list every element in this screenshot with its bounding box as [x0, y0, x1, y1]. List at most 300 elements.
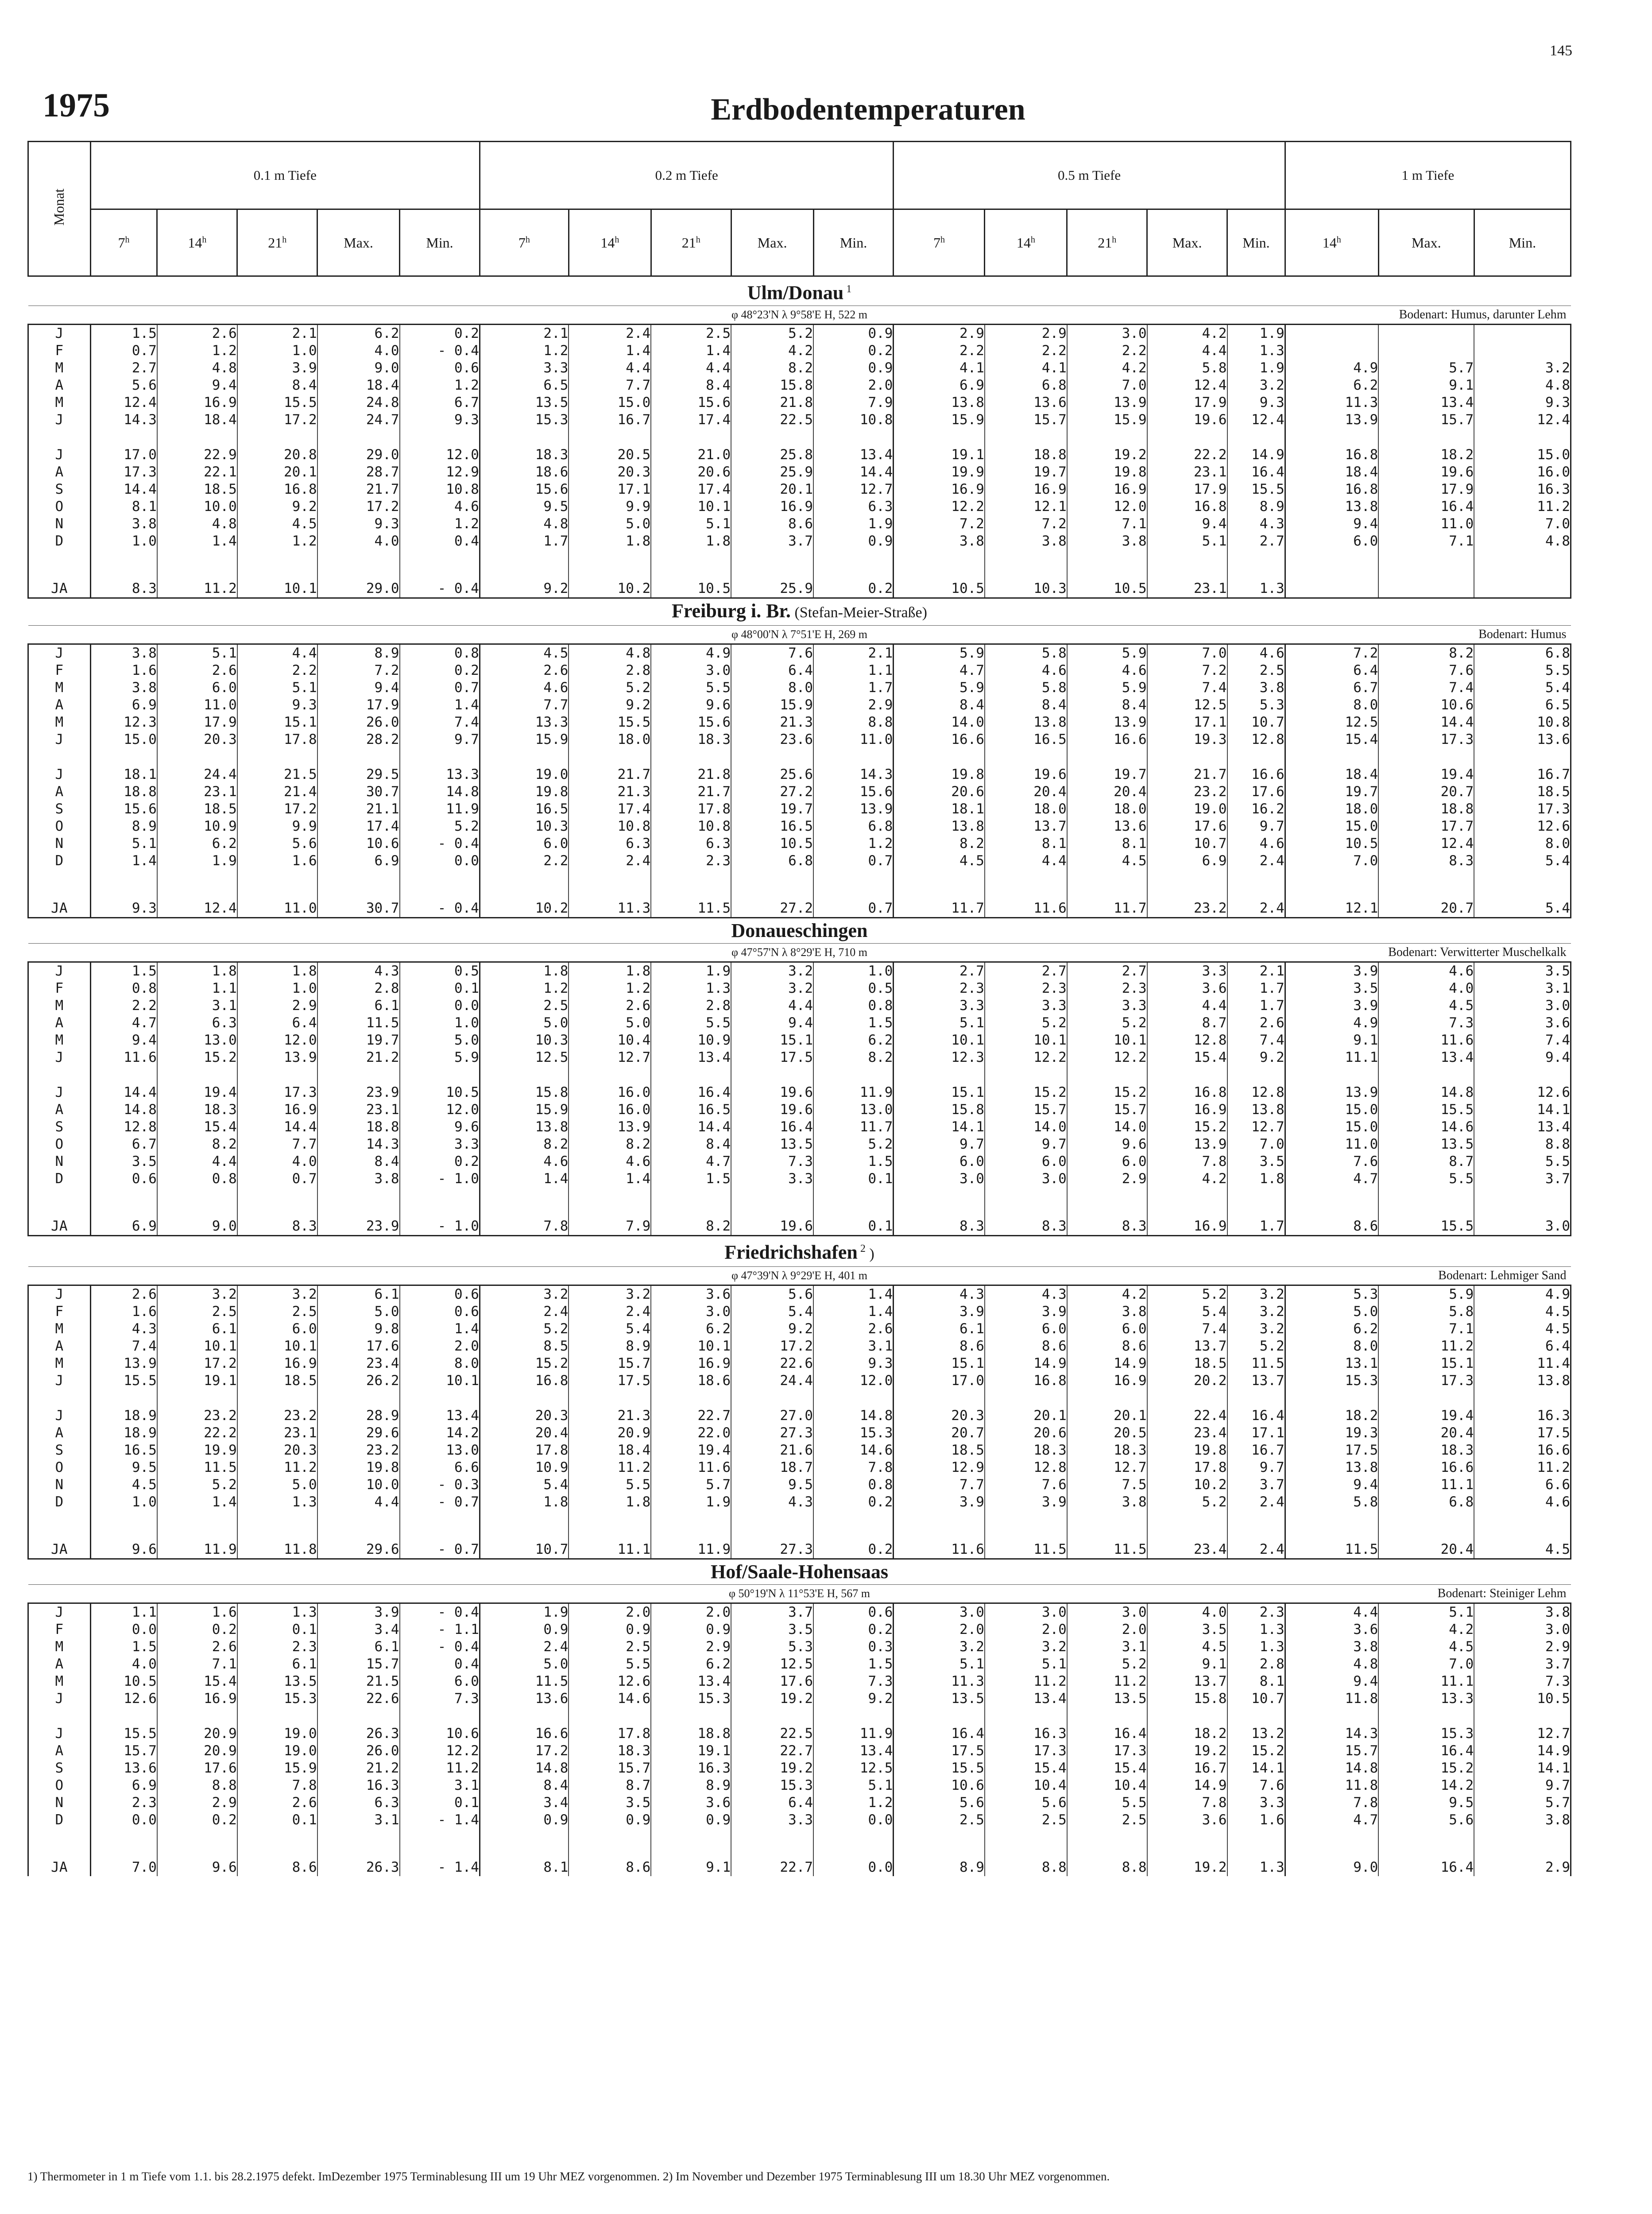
value-cell: 15.5 [90, 1725, 157, 1742]
value-cell: 6.1 [317, 1638, 400, 1656]
value-cell: 8.2 [569, 1136, 651, 1153]
value-cell: 16.5 [480, 801, 569, 818]
value-cell: 9.4 [731, 1014, 813, 1032]
value-cell: 8.3 [1067, 1218, 1147, 1236]
value-cell: 3.1 [400, 1777, 480, 1794]
value-cell: 10.1 [651, 498, 731, 515]
soil-type: Bodenart: Humus [1478, 627, 1567, 641]
value-cell: 21.7 [317, 481, 400, 498]
value-cell: 10.5 [1474, 1690, 1571, 1707]
value-cell: 16.9 [237, 1355, 317, 1372]
footnote-marker: 2 [857, 1242, 866, 1254]
value-cell: 16.0 [569, 1101, 651, 1119]
value-cell: 9.4 [90, 1032, 157, 1049]
value-cell: 13.9 [90, 1355, 157, 1372]
value-cell: 1.6 [237, 852, 317, 870]
value-cell: 0.7 [813, 900, 894, 918]
value-cell: 11.3 [1285, 394, 1378, 411]
value-cell: 21.7 [1147, 766, 1227, 783]
value-cell: 8.9 [894, 1859, 985, 1876]
value-cell: 15.5 [90, 1372, 157, 1390]
value-cell: 23.2 [157, 1407, 237, 1424]
year-heading: 1975 [43, 87, 110, 124]
value-cell: 3.4 [317, 1621, 400, 1638]
value-cell: 6.8 [985, 377, 1067, 394]
value-cell: 19.9 [894, 464, 985, 481]
value-cell: 29.5 [317, 766, 400, 783]
value-cell: 15.5 [894, 1760, 985, 1777]
value-cell: 0.7 [90, 342, 157, 360]
value-cell: 13.9 [237, 1049, 317, 1066]
value-cell: 15.7 [1285, 1742, 1378, 1760]
value-cell: - 0.4 [400, 342, 480, 360]
value-cell: 7.8 [237, 1777, 317, 1794]
value-cell: 13.5 [1378, 1136, 1474, 1153]
value-cell: 12.8 [1227, 731, 1285, 748]
value-cell: 19.8 [1067, 464, 1147, 481]
value-cell: 3.2 [569, 1285, 651, 1304]
value-cell: 6.0 [985, 1320, 1067, 1338]
value-cell: 13.7 [1227, 1372, 1285, 1390]
value-cell: 18.3 [569, 1742, 651, 1760]
value-cell: 18.3 [480, 446, 569, 464]
value-cell: 16.9 [651, 1355, 731, 1372]
value-cell: 11.1 [1378, 1673, 1474, 1690]
value-cell: 7.3 [1474, 1673, 1571, 1690]
value-cell: 4.8 [1474, 533, 1571, 550]
value-cell: 1.2 [480, 980, 569, 997]
value-cell: 11.6 [1378, 1032, 1474, 1049]
value-cell: 16.7 [569, 411, 651, 429]
value-cell: 16.9 [1067, 481, 1147, 498]
col-header-max: Max. [317, 209, 400, 276]
month-cell: F [28, 980, 91, 997]
month-cell: A [28, 377, 91, 394]
value-cell: 18.4 [1285, 464, 1378, 481]
value-cell: 20.1 [731, 481, 813, 498]
value-cell: 2.3 [894, 980, 985, 997]
value-cell: 1.4 [90, 852, 157, 870]
month-row [28, 783, 1571, 801]
value-cell: 6.7 [90, 1136, 157, 1153]
value-cell: 5.6 [985, 1794, 1067, 1811]
value-cell: 1.5 [651, 1170, 731, 1188]
value-cell: 18.9 [90, 1424, 157, 1442]
value-cell: 13.5 [1067, 1690, 1147, 1707]
value-cell: 27.0 [731, 1407, 813, 1424]
value-cell: 10.1 [985, 1032, 1067, 1049]
value-cell: 7.0 [1378, 1656, 1474, 1673]
value-cell: 10.1 [157, 1338, 237, 1355]
value-cell: 1.9 [1227, 360, 1285, 377]
value-cell: 3.8 [317, 1170, 400, 1188]
value-cell: 3.6 [1147, 1811, 1227, 1829]
value-cell: 22.7 [731, 1859, 813, 1876]
value-cell: 6.5 [480, 377, 569, 394]
month-cell: J [28, 446, 91, 464]
value-cell: 1.0 [90, 1494, 157, 1511]
value-cell: 17.6 [317, 1338, 400, 1355]
value-cell: 2.4 [480, 1638, 569, 1656]
value-cell [1285, 580, 1378, 598]
station-coordinates-row [28, 306, 1571, 324]
value-cell: 9.3 [1227, 394, 1285, 411]
value-cell [1285, 342, 1378, 360]
value-cell: 14.8 [1378, 1084, 1474, 1101]
value-cell: 5.5 [651, 1014, 731, 1032]
value-cell: 21.6 [731, 1442, 813, 1459]
value-cell: 1.5 [813, 1014, 894, 1032]
value-cell: 7.8 [1147, 1794, 1227, 1811]
value-cell: 8.8 [1067, 1859, 1147, 1876]
value-cell: 7.7 [237, 1136, 317, 1153]
value-cell: 6.1 [317, 997, 400, 1014]
month-row [28, 1153, 1571, 1170]
month-cell: M [28, 360, 91, 377]
value-cell: 12.0 [1067, 498, 1147, 515]
value-cell: 9.1 [1147, 1656, 1227, 1673]
value-cell: - 0.7 [400, 1541, 480, 1559]
value-cell: 14.4 [90, 481, 157, 498]
annual-row [28, 1218, 1571, 1236]
value-cell: 16.7 [1227, 1442, 1285, 1459]
value-cell: 8.5 [480, 1338, 569, 1355]
col-header-7h: 7$^h$ [90, 209, 157, 276]
value-cell: 0.6 [400, 360, 480, 377]
value-cell: 19.0 [237, 1742, 317, 1760]
value-cell: 5.1 [894, 1014, 985, 1032]
value-cell: 24.4 [157, 766, 237, 783]
month-cell: J [28, 324, 91, 342]
month-cell: J [28, 731, 91, 748]
value-cell: 15.3 [480, 411, 569, 429]
value-cell: 1.8 [157, 962, 237, 980]
value-cell: 20.2 [1147, 1372, 1227, 1390]
value-cell: 9.4 [1285, 515, 1378, 533]
value-cell: 20.4 [1378, 1424, 1474, 1442]
value-cell: 13.3 [1378, 1690, 1474, 1707]
value-cell: 23.9 [317, 1084, 400, 1101]
value-cell: 18.2 [1285, 1407, 1378, 1424]
value-cell: 4.4 [569, 360, 651, 377]
value-cell: 16.8 [1147, 498, 1227, 515]
value-cell: 7.0 [1147, 644, 1227, 662]
value-cell: 8.6 [985, 1338, 1067, 1355]
value-cell: 8.4 [480, 1777, 569, 1794]
value-cell: 15.8 [1147, 1690, 1227, 1707]
value-cell: 7.6 [1227, 1777, 1285, 1794]
value-cell: 5.5 [569, 1656, 651, 1673]
value-cell: 10.7 [1227, 1690, 1285, 1707]
footnote: 1) Thermometer in 1 m Tiefe vom 1.1. bis 28.2.1975 defekt. ImDezember 1975 Terminablesung III um 19 Uhr MEZ vorgenommen. 2) Im November und Dezember 1975 Terminablesung III um 18.30 Uhr MEZ vorgenommen. [27, 2170, 1110, 2183]
value-cell: 4.4 [1285, 1603, 1378, 1622]
value-cell: 17.4 [651, 481, 731, 498]
value-cell: 19.0 [237, 1725, 317, 1742]
value-cell: 17.0 [90, 446, 157, 464]
value-cell: 17.9 [1147, 481, 1227, 498]
value-cell: 12.9 [400, 464, 480, 481]
value-cell: 18.3 [1067, 1442, 1147, 1459]
value-cell: 29.0 [317, 446, 400, 464]
value-cell: 11.0 [1378, 515, 1474, 533]
value-cell: 8.2 [1378, 644, 1474, 662]
value-cell: 19.2 [731, 1690, 813, 1707]
value-cell: 13.8 [1227, 1101, 1285, 1119]
value-cell: 3.5 [1474, 962, 1571, 980]
month-row [28, 662, 1571, 679]
value-cell: 0.6 [90, 1170, 157, 1188]
value-cell: 5.8 [985, 644, 1067, 662]
value-cell: 13.0 [813, 1101, 894, 1119]
value-cell: 5.1 [651, 515, 731, 533]
value-cell: 8.9 [651, 1777, 731, 1794]
value-cell: 15.8 [480, 1084, 569, 1101]
value-cell: 14.2 [400, 1424, 480, 1442]
value-cell: 18.5 [157, 481, 237, 498]
value-cell: 1.3 [1227, 1859, 1285, 1876]
value-cell: 12.7 [1227, 1119, 1285, 1136]
value-cell: 19.7 [731, 801, 813, 818]
value-cell: 1.0 [400, 1014, 480, 1032]
value-cell: 7.8 [1147, 1153, 1227, 1170]
value-cell: 4.4 [237, 644, 317, 662]
value-cell: 4.2 [1378, 1621, 1474, 1638]
value-cell: 8.0 [731, 679, 813, 697]
month-row [28, 1673, 1571, 1690]
value-cell: 8.6 [1285, 1218, 1378, 1236]
value-cell: 16.8 [1285, 446, 1378, 464]
value-cell: 4.6 [480, 679, 569, 697]
value-cell: 18.5 [157, 801, 237, 818]
value-cell: 1.1 [157, 980, 237, 997]
value-cell: 6.4 [731, 1794, 813, 1811]
value-cell: 9.7 [1227, 1459, 1285, 1476]
station-header [28, 598, 1571, 625]
month-row [28, 766, 1571, 783]
value-cell: 0.0 [90, 1811, 157, 1829]
value-cell: 6.9 [317, 852, 400, 870]
value-cell: 10.6 [317, 835, 400, 852]
value-cell: 2.9 [157, 1794, 237, 1811]
value-cell: 7.2 [1285, 644, 1378, 662]
value-cell: 16.8 [237, 481, 317, 498]
value-cell: 16.6 [1378, 1459, 1474, 1476]
value-cell: 18.1 [894, 801, 985, 818]
value-cell: 13.9 [1147, 1136, 1227, 1153]
month-cell: F [28, 662, 91, 679]
value-cell: 8.4 [1067, 697, 1147, 714]
value-cell: 3.0 [1474, 997, 1571, 1014]
value-cell: 20.3 [894, 1407, 985, 1424]
value-cell: 17.6 [731, 1673, 813, 1690]
value-cell: 8.4 [651, 377, 731, 394]
value-cell: 4.9 [651, 644, 731, 662]
value-cell: 4.3 [731, 1494, 813, 1511]
month-row [28, 1136, 1571, 1153]
value-cell: 23.4 [1147, 1541, 1227, 1559]
value-cell: 12.4 [90, 394, 157, 411]
value-cell: 2.4 [480, 1303, 569, 1320]
month-cell: M [28, 394, 91, 411]
value-cell: 13.9 [813, 801, 894, 818]
value-cell: 5.9 [894, 679, 985, 697]
value-cell: 9.7 [894, 1136, 985, 1153]
month-row [28, 1303, 1571, 1320]
value-cell: 14.0 [894, 714, 985, 731]
value-cell: 17.9 [1147, 394, 1227, 411]
value-cell: 19.1 [157, 1372, 237, 1390]
value-cell: 12.3 [90, 714, 157, 731]
value-cell: 15.3 [731, 1777, 813, 1794]
value-cell [1474, 580, 1571, 598]
value-cell: 0.4 [400, 533, 480, 550]
col-header-21h: 21$^h$ [651, 209, 731, 276]
value-cell: 9.0 [157, 1218, 237, 1236]
soil-type: Bodenart: Lehmiger Sand [1438, 1269, 1567, 1283]
value-cell: 13.6 [1474, 731, 1571, 748]
value-cell: 20.7 [894, 1424, 985, 1442]
value-cell: 6.5 [1474, 697, 1571, 714]
value-cell: 1.7 [1227, 997, 1285, 1014]
value-cell: 4.6 [569, 1153, 651, 1170]
value-cell: 11.7 [894, 900, 985, 918]
value-cell: 18.4 [157, 411, 237, 429]
value-cell: 4.2 [731, 342, 813, 360]
value-cell: 9.3 [317, 515, 400, 533]
value-cell: 15.2 [157, 1049, 237, 1066]
month-cell: JA [28, 580, 91, 598]
value-cell: 15.4 [1285, 731, 1378, 748]
value-cell: 24.8 [317, 394, 400, 411]
value-cell: 15.7 [1067, 1101, 1147, 1119]
value-cell: 28.2 [317, 731, 400, 748]
value-cell: 13.8 [894, 818, 985, 835]
value-cell: 4.2 [1067, 1285, 1147, 1304]
spacer-row [28, 748, 1571, 766]
value-cell: 5.1 [1378, 1603, 1474, 1622]
value-cell: 15.7 [317, 1656, 400, 1673]
value-cell: 23.2 [1147, 900, 1227, 918]
value-cell: 8.7 [1378, 1153, 1474, 1170]
soil-type: Bodenart: Verwitterter Muschelkalk [1388, 945, 1567, 959]
station-coordinates: φ 48°23'N λ 9°58'E H, 522 m [731, 308, 867, 321]
value-cell: 0.9 [480, 1811, 569, 1829]
station-subtitle: ) [865, 1246, 874, 1262]
value-cell: 7.4 [1378, 679, 1474, 697]
value-cell: 14.8 [1285, 1760, 1378, 1777]
value-cell: 20.1 [985, 1407, 1067, 1424]
value-cell: 19.2 [1067, 446, 1147, 464]
value-cell: 1.2 [480, 342, 569, 360]
value-cell: 21.2 [317, 1049, 400, 1066]
value-cell: - 1.4 [400, 1859, 480, 1876]
month-row [28, 1442, 1571, 1459]
value-cell: 9.1 [1378, 377, 1474, 394]
value-cell: 1.8 [569, 1494, 651, 1511]
value-cell: 5.5 [1474, 1153, 1571, 1170]
value-cell: 19.8 [1147, 1442, 1227, 1459]
value-cell: 24.7 [317, 411, 400, 429]
value-cell: 8.2 [480, 1136, 569, 1153]
value-cell: 12.8 [90, 1119, 157, 1136]
month-row [28, 697, 1571, 714]
value-cell: 0.2 [813, 1541, 894, 1559]
value-cell: 10.5 [1067, 580, 1147, 598]
value-cell: 8.2 [731, 360, 813, 377]
value-cell: 3.6 [1285, 1621, 1378, 1638]
value-cell: 7.1 [1378, 533, 1474, 550]
value-cell: 11.6 [894, 1541, 985, 1559]
value-cell: 5.0 [237, 1476, 317, 1494]
value-cell: 4.5 [1474, 1541, 1571, 1559]
value-cell: 2.3 [1227, 1603, 1285, 1622]
value-cell: 19.1 [651, 1742, 731, 1760]
month-cell: A [28, 1656, 91, 1673]
value-cell: 7.7 [569, 377, 651, 394]
value-cell: 14.4 [1378, 714, 1474, 731]
value-cell: - 0.4 [400, 835, 480, 852]
value-cell: 13.8 [1285, 1459, 1378, 1476]
value-cell: 4.1 [894, 360, 985, 377]
value-cell: 16.9 [894, 481, 985, 498]
value-cell: 26.3 [317, 1725, 400, 1742]
value-cell: 11.0 [237, 900, 317, 918]
value-cell: 3.8 [1067, 533, 1147, 550]
value-cell: 26.0 [317, 714, 400, 731]
value-cell: 15.4 [1147, 1049, 1227, 1066]
soil-type: Bodenart: Steiniger Lehm [1437, 1587, 1567, 1601]
value-cell: 7.7 [894, 1476, 985, 1494]
value-cell: 15.5 [569, 714, 651, 731]
value-cell: 19.8 [894, 766, 985, 783]
value-cell: 3.8 [894, 533, 985, 550]
value-cell: 6.2 [651, 1320, 731, 1338]
value-cell: 11.2 [1474, 498, 1571, 515]
value-cell: 4.5 [1474, 1303, 1571, 1320]
value-cell: 23.1 [317, 1101, 400, 1119]
page-number: 145 [1550, 43, 1572, 59]
annual-row [28, 580, 1571, 598]
value-cell: 4.4 [651, 360, 731, 377]
value-cell: 25.8 [731, 446, 813, 464]
value-cell: 5.4 [1474, 900, 1571, 918]
value-cell: 0.8 [400, 644, 480, 662]
value-cell: 3.8 [1067, 1303, 1147, 1320]
value-cell: 1.8 [569, 962, 651, 980]
value-cell: 2.7 [985, 962, 1067, 980]
value-cell: 13.7 [1147, 1338, 1227, 1355]
value-cell: 10.6 [400, 1725, 480, 1742]
value-cell: 5.2 [813, 1136, 894, 1153]
value-cell: 13.3 [400, 766, 480, 783]
month-cell: J [28, 1049, 91, 1066]
value-cell: 0.0 [400, 852, 480, 870]
value-cell: 21.5 [237, 766, 317, 783]
value-cell: 5.3 [1227, 697, 1285, 714]
spacer-row [28, 1188, 1571, 1218]
table-header [28, 142, 1571, 276]
value-cell: 11.5 [985, 1541, 1067, 1559]
month-row [28, 1760, 1571, 1777]
value-cell: 27.3 [731, 1424, 813, 1442]
value-cell: 15.9 [480, 1101, 569, 1119]
value-cell: 13.6 [480, 1690, 569, 1707]
value-cell: 3.7 [731, 1603, 813, 1622]
value-cell: 4.2 [1147, 1170, 1227, 1188]
value-cell: 16.6 [1474, 1442, 1571, 1459]
value-cell: 23.9 [317, 1218, 400, 1236]
value-cell: 10.2 [1147, 1476, 1227, 1494]
